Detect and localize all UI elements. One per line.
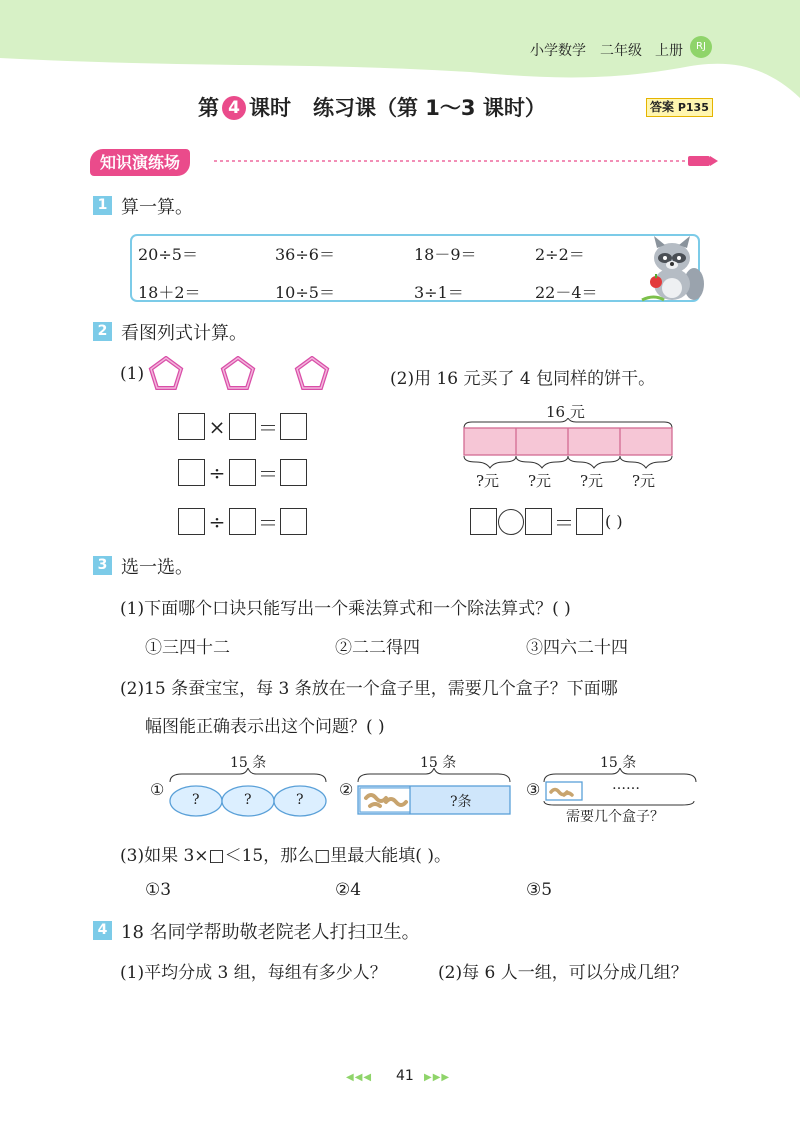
q3-sub1-opt-2[interactable]: ②二二得四	[335, 638, 420, 658]
q3-sub1-opt-3[interactable]: ③四六二十四	[526, 638, 628, 658]
q1-eq-7: 3÷1＝	[414, 283, 464, 302]
q2-part2-equation	[470, 507, 623, 536]
title-prefix: 第	[198, 96, 219, 120]
answer-ref	[646, 98, 713, 117]
op-divide: ÷	[208, 509, 226, 534]
answer-box[interactable]	[229, 413, 256, 440]
bar-part-1: ?元	[476, 472, 500, 490]
op-equals: ＝	[258, 511, 278, 535]
q2-title: 看图列式计算。	[121, 323, 247, 344]
answer-box[interactable]	[229, 459, 256, 486]
q2-eq-divide-1	[178, 458, 307, 487]
q1-eq-2: 36÷6＝	[275, 245, 335, 264]
op-multiply: ×	[208, 414, 226, 439]
bar-part-4: ?元	[632, 472, 656, 490]
q4-number: 4	[93, 921, 112, 940]
op-equals: ＝	[258, 416, 278, 440]
q3-sub3-opt-2[interactable]: ②4	[335, 880, 362, 900]
q3-sub3-opt-3[interactable]: ③5	[526, 880, 553, 900]
op-equals: ＝	[554, 511, 574, 535]
header-subject: 小学数学	[530, 43, 586, 59]
q2-eq-multiply	[178, 412, 307, 441]
header-grade: 二年级	[600, 43, 642, 59]
q2-part1-label: (1)	[120, 364, 145, 384]
q4-title: 18 名同学帮助敬老院老人打扫卫生。	[121, 922, 420, 943]
title-name: 练习课（第 1～3 课时）	[313, 96, 546, 120]
answer-box[interactable]	[178, 459, 205, 486]
q3-sub1: (1)下面哪个口诀只能写出一个乘法算式和一个除法算式？( )	[120, 599, 571, 619]
unit-paren[interactable]: ( )	[605, 512, 623, 531]
op-divide: ÷	[208, 460, 226, 485]
section-pencil-line	[214, 152, 719, 170]
answer-box[interactable]	[576, 508, 603, 535]
q3-sub2-line1: (2)15 条蚕宝宝，每 3 条放在一个盒子里，需要几个盒子？下面哪	[120, 679, 618, 699]
op-equals: ＝	[258, 462, 278, 486]
q1-eq-8: 22－4＝	[535, 283, 598, 302]
fig3-bottom-label: 需要几个盒子？	[566, 809, 664, 825]
edition-badge: RJ	[690, 36, 712, 58]
q4-sub1: (1)平均分成 3 组，每组有多少人？	[120, 963, 387, 983]
q1-title: 算一算。	[121, 197, 193, 218]
q3-sub1-opt-1[interactable]: ①三四十二	[145, 638, 230, 658]
header-volume: 上册	[655, 43, 683, 59]
answer-box[interactable]	[178, 413, 205, 440]
bar-diagram	[460, 418, 676, 470]
page-number: 41	[396, 1068, 414, 1084]
fig2-right-label: ?条	[450, 794, 472, 810]
q3-sub3: (3)如果 3×□＜15，那么□里最大能填( )。	[120, 846, 451, 866]
lesson-number-badge: 4	[222, 96, 246, 120]
fig1-oval-2: ?	[244, 792, 252, 808]
q1-eq-6: 10÷5＝	[275, 283, 335, 302]
fig1-oval-1: ?	[192, 792, 200, 808]
fig3-dots: ……	[612, 777, 640, 793]
footer-right-arrows: ▶▶▶	[424, 1072, 451, 1083]
answer-box[interactable]	[178, 508, 205, 535]
answer-box[interactable]	[470, 508, 497, 535]
answer-page: P135	[677, 101, 709, 114]
pentagon-1	[148, 356, 184, 392]
q1-eq-1: 20÷5＝	[138, 245, 198, 264]
q3-sub2-line2: 幅图能正确表示出这个问题？( )	[145, 717, 385, 737]
q4-sub2: (2)每 6 人一组，可以分成几组？	[438, 963, 688, 983]
answer-label: 答案	[650, 100, 675, 114]
q2-number: 2	[93, 322, 112, 341]
footer-left-arrows: ◀◀◀	[346, 1072, 373, 1083]
answer-box[interactable]	[280, 508, 307, 535]
title-suffix: 课时	[249, 96, 291, 120]
fig2-diagram	[356, 768, 514, 820]
q2-eq-divide-2	[178, 507, 307, 536]
q3-sub3-opt-1[interactable]: ①3	[145, 880, 172, 900]
q2-part2-text: (2)用 16 元买了 4 包同样的饼干。	[390, 369, 656, 389]
operator-circle[interactable]	[498, 509, 524, 535]
bar-total-label: 16 元	[546, 403, 585, 421]
q1-eq-3: 18－9＝	[414, 245, 477, 264]
q1-number: 1	[93, 196, 112, 215]
pentagon-3	[294, 356, 330, 392]
bar-part-3: ?元	[580, 472, 604, 490]
q3-number: 3	[93, 556, 112, 575]
fig2-marker[interactable]: ②	[339, 780, 354, 799]
answer-box[interactable]	[280, 413, 307, 440]
answer-box[interactable]	[229, 508, 256, 535]
fig2-label: 15 条	[420, 755, 457, 771]
bar-part-2: ?元	[528, 472, 552, 490]
fig1-marker[interactable]: ①	[150, 780, 165, 799]
fig1-label: 15 条	[230, 755, 267, 771]
pentagon-2	[220, 356, 256, 392]
q1-eq-5: 18＋2＝	[138, 283, 201, 302]
fig3-marker[interactable]: ③	[526, 780, 541, 799]
q3-title: 选一选。	[121, 557, 193, 578]
raccoon-illustration	[634, 232, 710, 304]
answer-box[interactable]	[525, 508, 552, 535]
section-label: 知识演练场	[90, 149, 190, 176]
fig3-label: 15 条	[600, 755, 637, 771]
lesson-title	[198, 92, 546, 122]
fig1-oval-3: ?	[296, 792, 304, 808]
q1-eq-4: 2÷2＝	[535, 245, 585, 264]
answer-box[interactable]	[280, 459, 307, 486]
